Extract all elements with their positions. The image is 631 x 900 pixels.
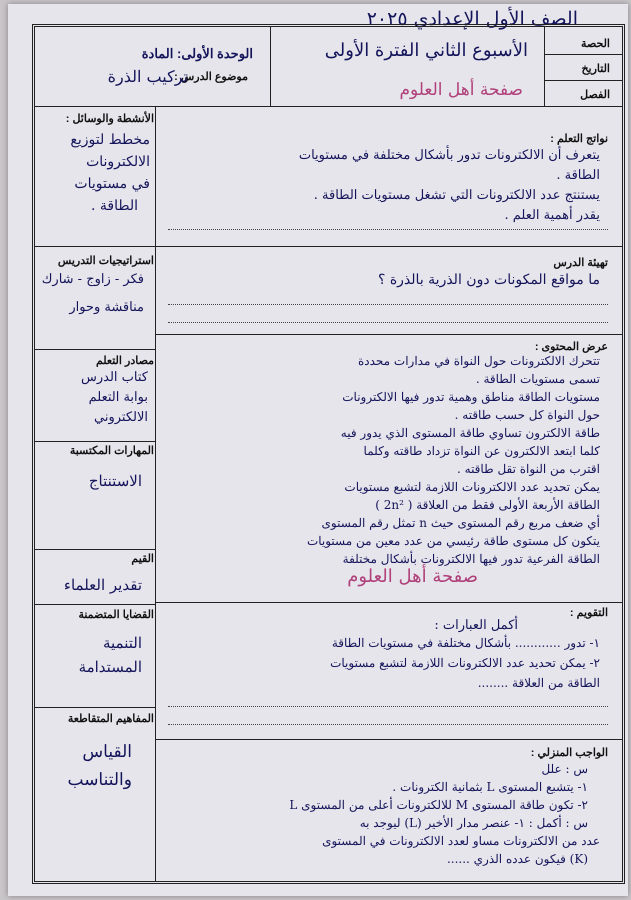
sources-text-3: الالكتروني <box>94 410 148 425</box>
skills-label: المهارات المكتسبة <box>69 445 154 457</box>
class-label: الفصل <box>580 89 610 101</box>
unit-label: الوحدة الأولى: المادة <box>141 46 253 61</box>
date-label: التاريخ <box>581 63 610 75</box>
warmup-label: تهيئة الدرس <box>553 257 608 269</box>
sources-text-1: كتاب الدرس <box>81 370 148 385</box>
outcomes-label: نواتج التعلم : <box>550 133 608 145</box>
homework-label: الواجب المنزلي : <box>530 747 608 759</box>
skills-text: الاستنتاج <box>88 472 142 490</box>
strategies-text-1: فكر - زاوج - شارك <box>41 272 144 287</box>
content-label: عرض المحتوى : <box>534 341 608 353</box>
concepts-label: المفاهيم المتقاطعة <box>67 713 154 725</box>
sources-text-2: بوابة التعلم <box>88 390 148 405</box>
strategies-text-2: مناقشة وحوار <box>69 300 144 315</box>
top-title: الصف الأول الإعدادي ٢٠٢٥ <box>366 8 578 30</box>
issues-text-2: المستدامة <box>78 658 142 676</box>
issues-text-1: التنمية <box>102 634 142 652</box>
worksheet-paper: الصف الأول الإعدادي ٢٠٢٥ الحصة التاريخ الفصل الأسبوع الثاني الفترة الأولى صفحة أهل العلوم الوحدة الأولى: المادة موضوع الدرس : تركيب الذرة الأنشطة والوسائل : مخطط لتوزيع الالكترونات في مستويات الطاقة . استراتيجيات التدريس فكر - زاوج - شارك مناقشة وحوار مصادر التعلم كتاب الدرس بوابة التعلم الالكتروني المهارات المكتسبة الاستنتاج القيم تقدير العلماء القضايا المتضمنة التنمية المستدامة المفاهيم المتقاطعة القياس والتناسب نواتج التعلم : يتعرف أن الالكترونات تدور بأشكال مختلفة في مستويات الطاقة . يستنتج عدد الالكترونات التي تشغل مستويات الطاقة . يقدر أهمية العلم . تهيئة الدرس ما مواقع المكونات دون الذرية بالذرة ؟ عرض المحتوى : تتحرك الالكترونات حول النواة في مدارات محددة تسمى مستويات الطاقة . مستويات الطاقة مناطق وهمية تدور فيها الالكترونات حول النواة كل حسب طاقته . طاقة الالكترون تساوي طاقة المستوى الذي يدور فيه كلما ابتعد الالكترون عن النواة تزداد طاقته وكلما اقترب من النواة تقل طاقته . يمكن تحديد عدد الالكترونات اللازمة لتشبع مستويات الطاقة الأربعة الأولى فقط من العلاقة ( 2n² ) أي ضعف مربع رقم المستوى حيث n تمثل رقم المستوى يتكون كل مستوى طاقة رئيسي من عدد معين من مستويات الطاقة الفرعية تدور فيها الالكترونات بأشكال مختلفة صفحة أهل العلوم التقويم : أكمل العبارات : ١- تدور ............ بأشكال مختلفة في مستويات الطاقة ٢- يمكن تحديد عدد الالكترونات اللازمة لتشبع مستويات الطاقة من العلاقة ........ الواجب المنزلي : س : علل ١- يتشبع المستوى L بثمانية الكترونات . ٢- تكون طاقة المستوى M للالكترونات أعلى من المستوى L س : أكمل : ١- عنصر مدار الأخير (L) ليوجد به عدد من الالكترونات مساو لعدد الالكترونات في المستوى (K) فيكون عدده الذري ...... <box>8 4 628 896</box>
strategies-label: استراتيجيات التدريس <box>57 255 154 267</box>
evaluation-label: التقويم : <box>569 607 608 619</box>
lesson-label: موضوع الدرس : <box>174 71 248 83</box>
values-text: تقدير العلماء <box>63 576 142 594</box>
concepts-text-2: والتناسب <box>67 770 132 790</box>
lesson-text: تركيب الذرة <box>107 67 188 86</box>
week-text: الأسبوع الثاني الفترة الأولى <box>324 40 528 61</box>
warmup-text: ما مواقع المكونات دون الذرية بالذرة ؟ <box>377 272 600 288</box>
sources-label: مصادر التعلم <box>95 355 154 367</box>
issues-label: القضايا المتضمنة <box>78 609 154 621</box>
activities-label: الأنشطة والوسائل : <box>65 113 154 125</box>
concepts-text-1: القياس <box>82 742 132 762</box>
values-label: القيم <box>131 553 154 565</box>
period-label: الحصة <box>581 38 610 50</box>
header-watermark: صفحة أهل العلوم <box>399 80 523 100</box>
content-watermark: صفحة أهل العلوم <box>347 566 478 587</box>
